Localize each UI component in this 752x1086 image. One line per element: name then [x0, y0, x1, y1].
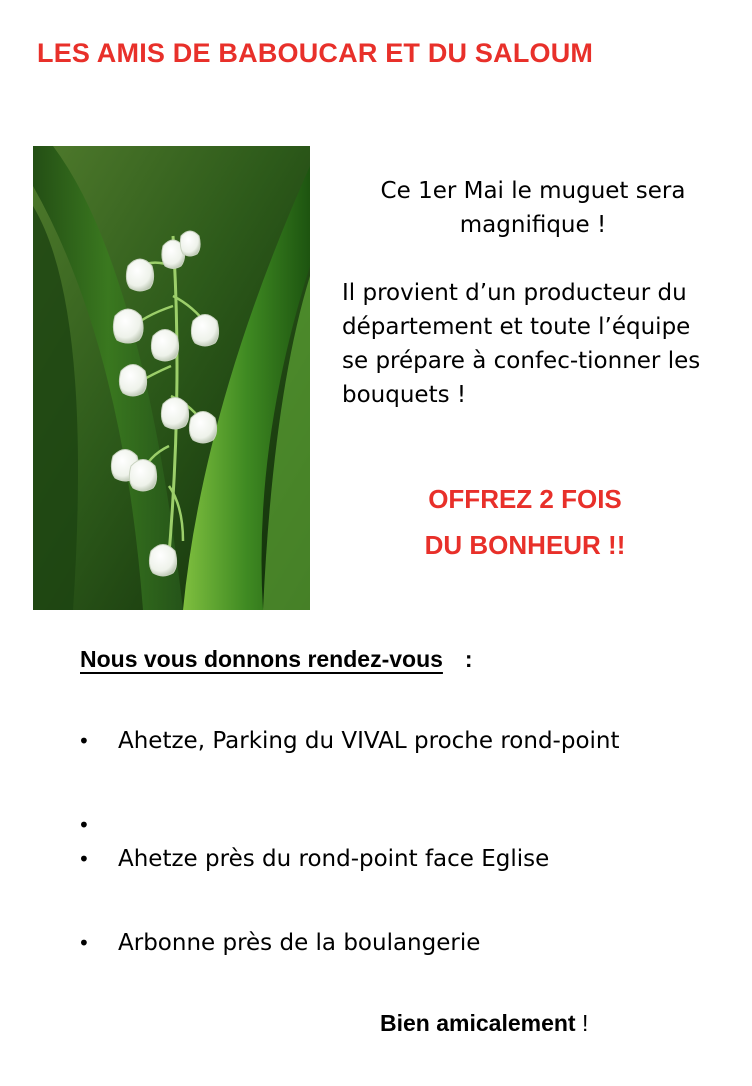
location-text: Ahetze, Parking du VIVAL proche rond-point: [118, 728, 620, 754]
meeting-heading: [80, 646, 473, 673]
meeting-heading-text: Nous vous donnons rendez-vous: [80, 646, 443, 672]
bullet-icon: •: [78, 813, 90, 837]
intro-text: [338, 174, 708, 412]
meeting-heading-colon: :: [464, 646, 473, 672]
document-title: LES AMIS DE BABOUCAR ET DU SALOUM: [37, 38, 594, 68]
location-text: Ahetze près du rond-point face Eglise: [118, 846, 550, 872]
bullet-icon: •: [78, 847, 90, 871]
closing-line: [380, 1010, 588, 1037]
intro-paragraph-2: Il provient d’un producteur du département et toute l’équipe se prépare à confec-tionner les bouquets !: [342, 280, 701, 408]
bullet-icon: •: [78, 931, 90, 955]
offer-line-2: DU BONHEUR !!: [424, 530, 626, 560]
offer-line-1: OFFREZ 2 FOIS: [428, 484, 622, 514]
offer-callout: [340, 476, 710, 568]
lily-of-the-valley-photo: [33, 146, 310, 610]
location-text: Arbonne près de la boulangerie: [118, 930, 481, 956]
intro-paragraph-1: Ce 1er Mai le muguet sera magnifique !: [380, 178, 686, 238]
closing-text: Bien amicalement: [380, 1010, 576, 1036]
bullet-icon: •: [78, 729, 90, 753]
closing-exclamation: !: [581, 1010, 589, 1036]
